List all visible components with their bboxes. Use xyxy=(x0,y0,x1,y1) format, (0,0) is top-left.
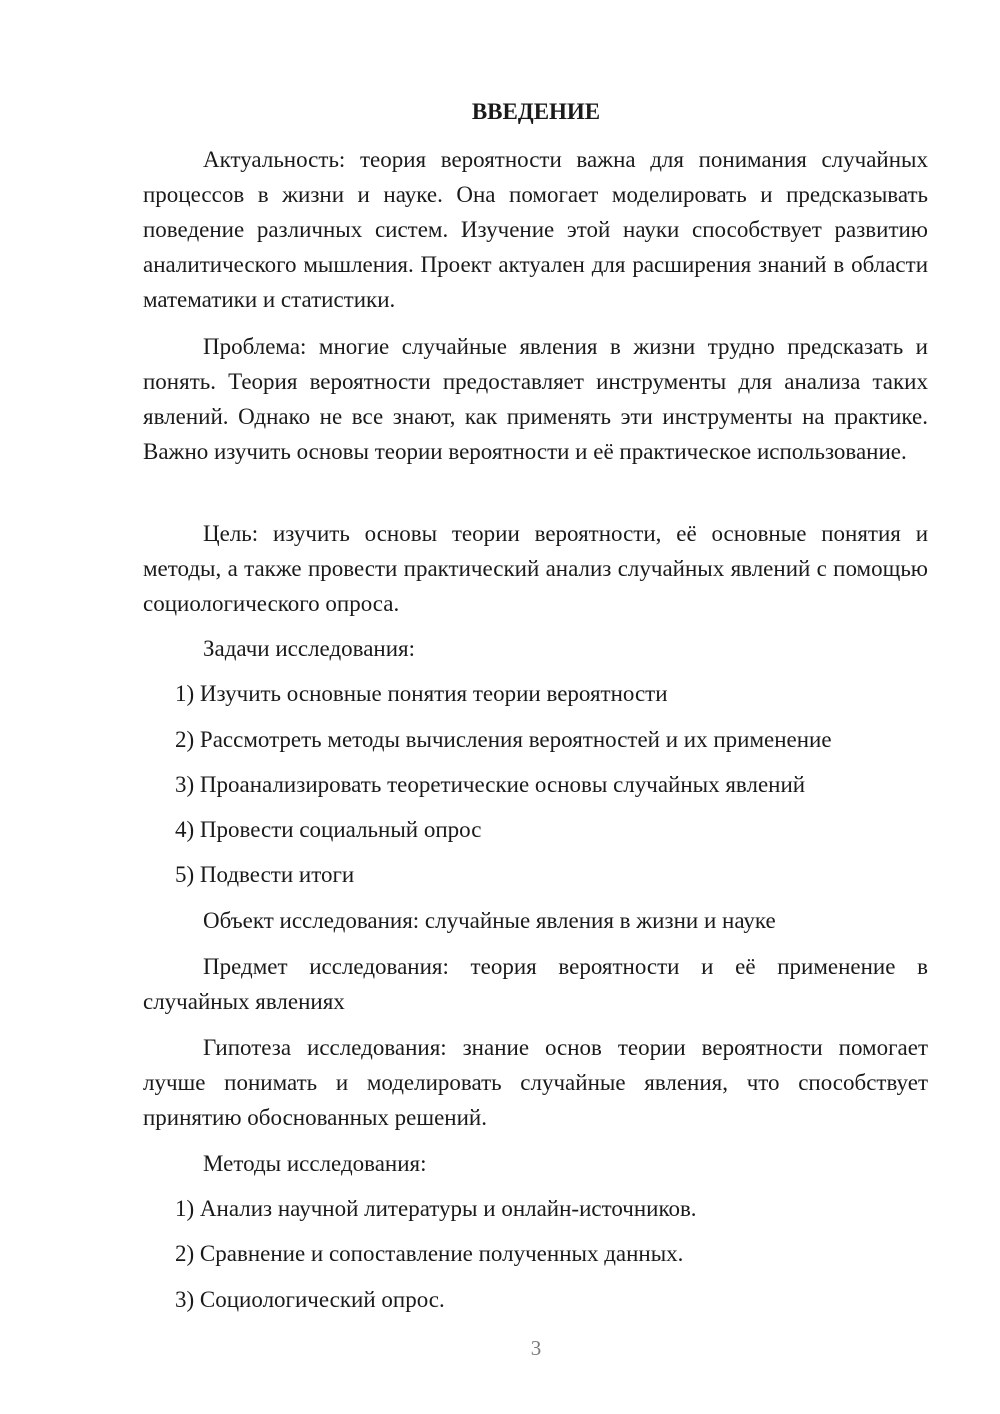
method-item xyxy=(143,1236,928,1271)
relevance-section xyxy=(143,142,928,317)
task-item-2: 2) Рассмотреть методы вычисления вероятностей и их применение xyxy=(175,727,832,752)
task-item xyxy=(143,767,928,802)
object-block xyxy=(143,903,928,938)
task-item xyxy=(143,676,928,711)
goal-section xyxy=(143,516,928,621)
problem-section xyxy=(143,329,928,469)
research-subject: Предмет исследования: теория вероятности и её применение в случайных явлениях xyxy=(143,954,928,1014)
method-item-1: 1) Анализ научной литературы и онлайн-источников. xyxy=(175,1196,697,1221)
research-hypothesis: Гипотеза исследования: знание основ теории вероятности помогает лучше понимать и моделировать случайные явления, что способствует принятию обоснованных решений. xyxy=(143,1035,928,1130)
task-item xyxy=(143,812,928,847)
task-item-3: 3) Проанализировать теоретические основы случайных явлений xyxy=(175,772,806,797)
task-item-5: 5) Подвести итоги xyxy=(175,862,355,887)
hypothesis-block xyxy=(143,1030,928,1135)
tasks-heading: Задачи исследования: xyxy=(203,636,416,661)
task-item xyxy=(143,857,928,892)
method-item xyxy=(143,1191,928,1226)
subject-block xyxy=(143,949,928,1019)
research-object: Объект исследования: случайные явления в жизни и науке xyxy=(203,908,776,933)
method-item-3: 3) Социологический опрос. xyxy=(175,1287,445,1312)
method-item-2: 2) Сравнение и сопоставление полученных данных. xyxy=(175,1241,684,1266)
page-number: 3 xyxy=(530,1336,542,1360)
task-item-4: 4) Провести социальный опрос xyxy=(175,817,482,842)
methods-heading: Методы исследования: xyxy=(203,1151,427,1176)
page-title: ВВЕДЕНИЕ xyxy=(471,99,601,124)
methods-heading-block xyxy=(143,1146,928,1181)
goal-paragraph: Цель: изучить основы теории вероятности, её основные понятия и методы, а также провести практический анализ случайных явлений с помощью социологического опроса. xyxy=(143,521,928,616)
task-item xyxy=(143,722,928,757)
relevance-paragraph: Актуальность: теория вероятности важна для понимания случайных процессов в жизни и науке. Она помогает моделировать и предсказывать поведение различных систем. Изучение этой науки способствует развитию аналитического мышления. Проект актуален для расширения знаний в области математики и статистики. xyxy=(143,147,928,312)
task-item-1: 1) Изучить основные понятия теории вероятности xyxy=(175,681,668,706)
problem-paragraph: Проблема: многие случайные явления в жизни трудно предсказать и понять. Теория вероятности предоставляет инструменты для анализа таких явлений. Однако не все знают, как применять эти инструменты на практике. Важно изучить основы теории вероятности и её практическое использование. xyxy=(143,334,928,464)
tasks-heading-block xyxy=(143,631,928,666)
method-item xyxy=(143,1282,928,1317)
